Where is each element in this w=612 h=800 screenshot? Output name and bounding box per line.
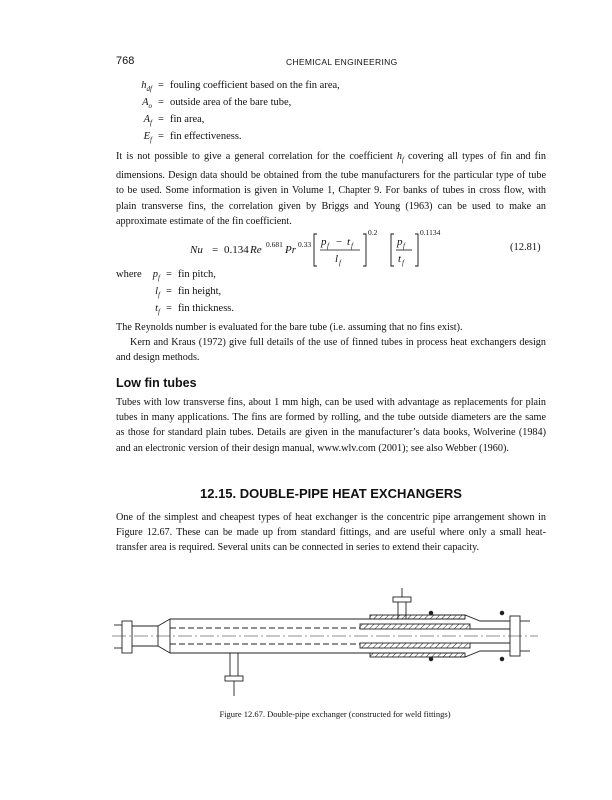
svg-text:f: f: [339, 259, 341, 267]
weld-mark: [500, 611, 504, 615]
definition-row: $t_f$ = fin thickness.: [116, 300, 234, 317]
outer-pipe-wall-bottom: [370, 653, 465, 657]
def-text: outside area of the bare tube,: [170, 97, 292, 108]
svg-text:0.2: 0.2: [368, 228, 378, 237]
svg-text:t: t: [347, 236, 351, 248]
equation-glyphs: [190, 228, 490, 272]
definition-row: $A_f$ = fin area,: [116, 111, 340, 128]
def-text: fin pitch,: [178, 269, 216, 280]
weld-mark: [500, 657, 504, 661]
definition-row: $A_o$ = outside area of the bare tube,: [116, 94, 340, 111]
paragraph-reynolds: The Reynolds number is evaluated for the bare tube (i.e. assuming that no fins exist).: [116, 322, 463, 333]
def-text: fin height,: [178, 286, 222, 297]
def-symbol: $h_{df}$: [141, 80, 152, 94]
weld-mark: [429, 611, 433, 615]
def-text: fin effectiveness.: [170, 131, 242, 142]
svg-text:p: p: [397, 236, 403, 248]
svg-text:0.33: 0.33: [298, 240, 312, 249]
definition-row: $l_f$ = fin height,: [116, 283, 234, 300]
definition-row: $h_{df}$ = fouling coefficient based on the fin area,: [116, 77, 340, 94]
svg-text:f: f: [351, 242, 353, 250]
svg-text:=: =: [212, 244, 219, 256]
svg-text:f: f: [403, 242, 405, 250]
paragraph-double-pipe: One of the simplest and cheapest types of heat exchanger is the concentric pipe arrangement shown in Figure 12.67. These can be made up from standard fittings, and are useful where only a small heat-transfer area is required. Several units can be connected in series to extend their capacity.: [116, 512, 546, 554]
bottom-nozzle: [230, 653, 238, 676]
svg-text:0.134: 0.134: [224, 244, 249, 256]
inner-pipe-wall-top: [360, 624, 470, 629]
svg-text:−: −: [336, 236, 343, 248]
definition-row: $E_f$ = fin effectiveness.: [116, 128, 340, 145]
section-heading: 12.15. DOUBLE-PIPE HEAT EXCHANGERS: [200, 486, 462, 501]
definitions-top: [116, 77, 340, 145]
weld-mark: [429, 657, 433, 661]
definition-row: where $p_f$ = fin pitch,: [116, 266, 234, 283]
definitions-where: [116, 266, 234, 317]
def-symbol: $l_f$: [155, 286, 160, 300]
where-word: where: [116, 269, 142, 280]
svg-text:f: f: [402, 259, 404, 267]
paragraph-kern-kraus: Kern and Kraus (1972) give full details of the use of finned tubes in process heat exchangers design and design methods.: [116, 337, 546, 364]
def-symbol: $p_f$: [152, 269, 160, 283]
svg-text:Pr: Pr: [285, 244, 296, 256]
svg-text:f: f: [327, 242, 329, 250]
def-symbol: $t_f$: [155, 303, 160, 317]
figure-caption: Figure 12.67. Double-pipe exchanger (constructed for weld fittings): [219, 709, 451, 719]
inner-pipe-wall-bottom: [360, 643, 470, 648]
def-symbol: $A_o$: [142, 97, 152, 111]
outer-pipe-wall-top: [370, 615, 465, 619]
running-title: CHEMICAL ENGINEERING: [286, 57, 398, 67]
svg-text:t: t: [398, 253, 402, 265]
left-flange: [122, 621, 132, 653]
equation-number: (12.81): [510, 242, 541, 253]
page-number: 768: [116, 55, 135, 67]
def-text: fin thickness.: [178, 303, 234, 314]
def-text: fouling coefficient based on the fin area,: [170, 80, 340, 91]
equation-12-81: [190, 228, 560, 268]
double-pipe-exchanger-drawing: [110, 588, 540, 700]
svg-text:p: p: [321, 236, 327, 248]
svg-text:Re: Re: [250, 244, 262, 256]
svg-text:l: l: [335, 253, 339, 265]
paragraph-low-fin-tubes: Tubes with low transverse fins, about 1 mm high, can be used with advantage as replacements for plain tubes in many applications. The fins are formed by rolling, and the tube outside diameters are the same as those for standard plain tubes. Details are given in the manufacturer’s data books, Wolverine (1984) and an electronic version of their design manual, www.wlv.com (2001); see also Webber (1960).: [116, 397, 546, 454]
def-text: fin area,: [170, 114, 205, 125]
svg-text:Nu: Nu: [190, 244, 203, 256]
subheading-low-fin-tubes: Low fin tubes: [116, 376, 197, 390]
paragraph-fin-coefficient: It is not possible to give a general correlation for the coefficient $h_f$ covering all types of fin and fin dimensions. Design data should be obtained from the tube manufacturers for the particular type of tube to be used. Some information is given in Volume 1, Chapter 9. For banks of tubes in cross flow, with plain transverse fins, the correlation given by Briggs and Young (1963) can be used to make an approximate estimate of the fin coefficient.: [116, 151, 546, 227]
def-symbol: $A_f$: [143, 114, 152, 128]
def-symbol: $E_f$: [143, 131, 152, 145]
svg-text:0.681: 0.681: [266, 240, 283, 249]
svg-text:0.1134: 0.1134: [420, 228, 441, 237]
